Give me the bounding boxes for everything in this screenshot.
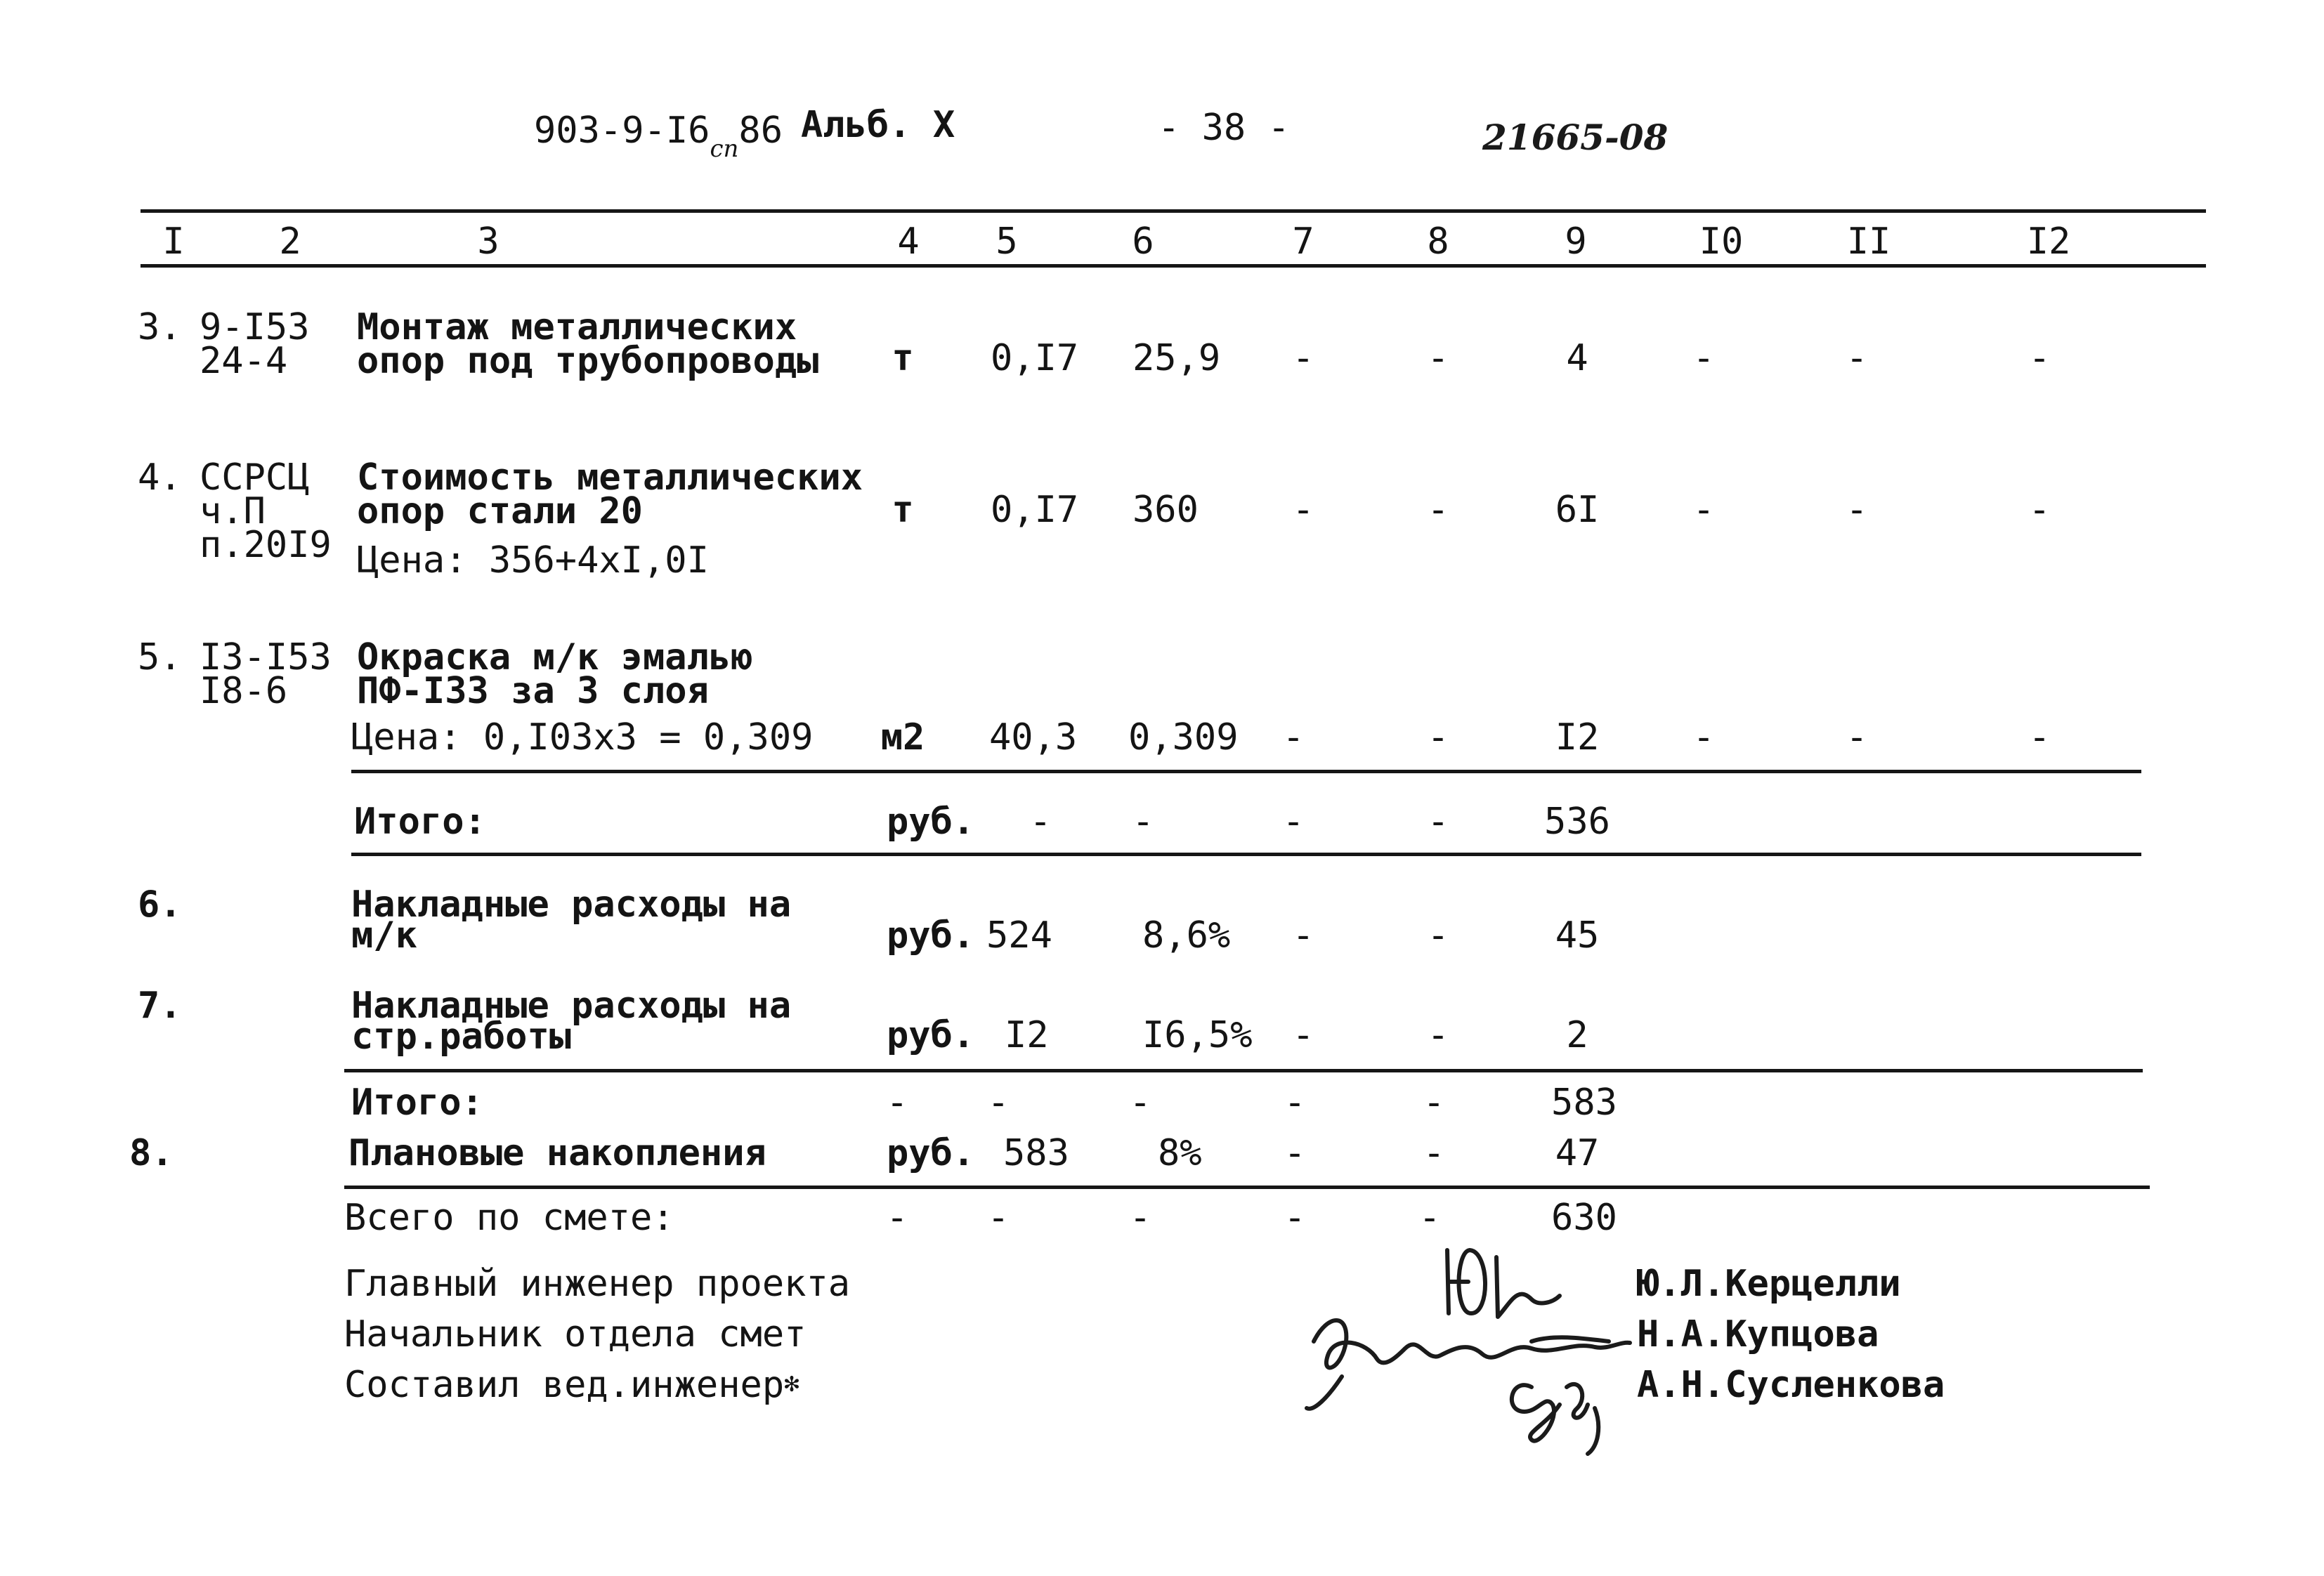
col-header-8: 8	[1427, 221, 1449, 263]
col-header-12: I2	[2026, 221, 2071, 263]
row-6-rate: 8,6%	[1142, 914, 1231, 957]
row-3-price: 25,9	[1132, 337, 1221, 379]
row-8-name: Плановые накопления	[348, 1132, 766, 1174]
row-6-name-line1: Накладные расходы на	[351, 884, 792, 926]
doc-code-main: 903-9-I6	[534, 110, 710, 152]
row-5-price: 0,309	[1128, 716, 1239, 759]
row-4-name-line1: Стоимость металлических	[357, 457, 863, 499]
doc-code-year: 86	[738, 110, 783, 152]
row-4-price: 360	[1132, 489, 1199, 531]
total-col7: -	[1284, 1197, 1306, 1239]
row-3-code-line2: 24-4	[200, 340, 288, 382]
row-8-col7: -	[1284, 1132, 1306, 1174]
row-5-name-line1: Окраска м/к эмалью	[357, 636, 753, 678]
row-7-col9: 2	[1566, 1014, 1588, 1056]
row-5-col10: -	[1692, 716, 1715, 759]
row-5-col7: -	[1282, 716, 1305, 759]
row-8-number: 8.	[129, 1132, 174, 1174]
row-4-col11: -	[1846, 489, 1868, 531]
col-header-10: I0	[1699, 221, 1744, 263]
total-qty: -	[987, 1197, 1010, 1239]
row-3-unit: т	[892, 337, 914, 379]
doc-code-sub: сп	[710, 135, 739, 163]
row-5-qty: 40,3	[989, 716, 1078, 759]
row-4-unit: т	[892, 489, 914, 531]
row-3-col10: -	[1692, 337, 1715, 379]
signature-role-chief-engineer: Главный инженер проекта	[344, 1263, 851, 1305]
total-col8: -	[1418, 1197, 1441, 1239]
subtotal-1-qty: -	[1029, 801, 1052, 843]
col-header-5: 5	[995, 221, 1018, 263]
row-8-rate: 8%	[1158, 1132, 1202, 1174]
subtotal-2-col8: -	[1423, 1082, 1445, 1124]
row-5-col12: -	[2028, 716, 2051, 759]
row-4-price-note: Цена: 356+4хI,0I	[357, 539, 709, 582]
row-3-name-line2: опор под трубопроводы	[357, 340, 819, 382]
col-header-9: 9	[1565, 221, 1587, 263]
row-6-name-line2: м/к	[351, 914, 417, 957]
subtotal-1-col8: -	[1427, 801, 1449, 843]
row-7-rate: I6,5%	[1142, 1014, 1253, 1056]
row-4-qty: 0,I7	[991, 489, 1079, 531]
row-5-code-line2: I8-6	[200, 670, 288, 712]
total-unit: -	[886, 1197, 908, 1239]
row-3-col9: 4	[1566, 337, 1588, 379]
row-4-col7: -	[1292, 489, 1314, 531]
row-8-qty: 583	[1003, 1132, 1069, 1174]
row-6-col8: -	[1427, 914, 1449, 957]
row-5-name-line2: ПФ-I33 за 3 слоя	[357, 670, 709, 712]
subtotal-1-col9: 536	[1544, 801, 1610, 843]
signature-role-compiler-text: Составил вед.инженер	[344, 1364, 785, 1406]
row-6-col9: 45	[1555, 914, 1600, 957]
row-4-col10: -	[1692, 489, 1715, 531]
subtotal-1-col7: -	[1282, 801, 1305, 843]
subtotal-1-unit: руб.	[887, 801, 975, 843]
row-7-name-line1: Накладные расходы на	[351, 985, 792, 1027]
row-4-name-line2: опор стали 20	[357, 490, 643, 532]
row-4-code-line2: ч.П	[200, 490, 266, 532]
row-5-unit: м2	[880, 716, 925, 759]
signature-role-compiler	[344, 1364, 799, 1406]
row-4-code-line3: п.20I9	[200, 524, 332, 566]
row-5-col8: -	[1427, 716, 1449, 759]
col-header-7: 7	[1292, 221, 1314, 263]
row-8-unit: руб.	[887, 1132, 975, 1174]
row-5-col11: -	[1846, 716, 1868, 759]
rule-before-subtotal-1	[351, 770, 2141, 773]
rule-before-total	[344, 1186, 2150, 1189]
row-3-code-line1: 9-I53	[200, 306, 310, 348]
total-price: -	[1129, 1197, 1151, 1239]
row-4-col8: -	[1427, 489, 1449, 531]
col-header-6: 6	[1132, 221, 1154, 263]
subtotal-2-col7: -	[1284, 1082, 1306, 1124]
row-4-code-line1: ССРСЦ	[200, 457, 310, 499]
row-6-unit: руб.	[887, 914, 975, 957]
handwritten-signatures-icon	[1300, 1236, 1665, 1461]
total-label: Всего по смете:	[344, 1197, 674, 1239]
asterisk-icon: ✻	[784, 1369, 799, 1398]
row-7-unit: руб.	[887, 1014, 975, 1056]
row-6-qty: 524	[986, 914, 1052, 957]
col-header-11: II	[1846, 221, 1891, 263]
row-7-col8: -	[1427, 1014, 1449, 1056]
album-label: Альб. X	[801, 104, 955, 146]
row-4-col12: -	[2028, 489, 2051, 531]
total-col9: 630	[1551, 1197, 1617, 1239]
signature-name-kuptsova: Н.А.Купцова	[1637, 1313, 1879, 1355]
header-rule-top	[141, 209, 2206, 213]
subtotal-2-qty: -	[987, 1082, 1010, 1124]
row-3-col7: -	[1292, 337, 1314, 379]
col-header-1: I	[162, 221, 185, 263]
row-5-number: 5.	[138, 636, 182, 678]
col-header-3: 3	[477, 221, 500, 263]
rule-before-subtotal-2	[344, 1069, 2143, 1072]
row-3-qty: 0,I7	[991, 337, 1079, 379]
col-header-2: 2	[279, 221, 301, 263]
signature-role-head-of-estimates: Начальник отдела смет	[344, 1313, 807, 1355]
subtotal-2-label: Итого:	[351, 1082, 483, 1124]
row-5-col9: I2	[1555, 716, 1600, 759]
col-header-4: 4	[897, 221, 920, 263]
row-4-col9: 6I	[1555, 489, 1600, 531]
subtotal-1-price: -	[1132, 801, 1154, 843]
subtotal-1-label: Итого:	[354, 801, 486, 843]
row-3-col8: -	[1427, 337, 1449, 379]
header-rule-bottom	[141, 264, 2206, 268]
row-6-col7: -	[1292, 914, 1314, 957]
subtotal-2-col9: 583	[1551, 1082, 1617, 1124]
row-7-qty: I2	[1005, 1014, 1049, 1056]
row-6-number: 6.	[138, 884, 182, 926]
row-5-price-note: Цена: 0,I03х3 = 0,309	[351, 716, 814, 759]
archive-stamp-number: 21665-08	[1482, 117, 1669, 158]
row-7-col7: -	[1292, 1014, 1314, 1056]
row-7-name-line2: стр.работы	[351, 1016, 572, 1058]
row-7-number: 7.	[138, 985, 182, 1027]
row-5-code-line1: I3-I53	[200, 636, 332, 678]
rule-after-subtotal-1	[351, 853, 2141, 856]
subtotal-2-unit: -	[886, 1082, 908, 1124]
row-4-number: 4.	[138, 457, 182, 499]
row-3-col11: -	[1846, 337, 1868, 379]
signature-name-kertselli: Ю.Л.Керцелли	[1637, 1263, 1901, 1305]
row-8-col9: 47	[1555, 1132, 1600, 1174]
row-3-number: 3.	[138, 306, 182, 348]
page-number: - 38 -	[1158, 107, 1290, 149]
row-3-name-line1: Монтаж металлических	[357, 306, 797, 348]
doc-code	[534, 110, 783, 163]
subtotal-2-price: -	[1129, 1082, 1151, 1124]
row-8-col8: -	[1423, 1132, 1445, 1174]
signature-name-suslenkova: А.Н.Сусленкова	[1637, 1364, 1945, 1406]
row-3-col12: -	[2028, 337, 2051, 379]
